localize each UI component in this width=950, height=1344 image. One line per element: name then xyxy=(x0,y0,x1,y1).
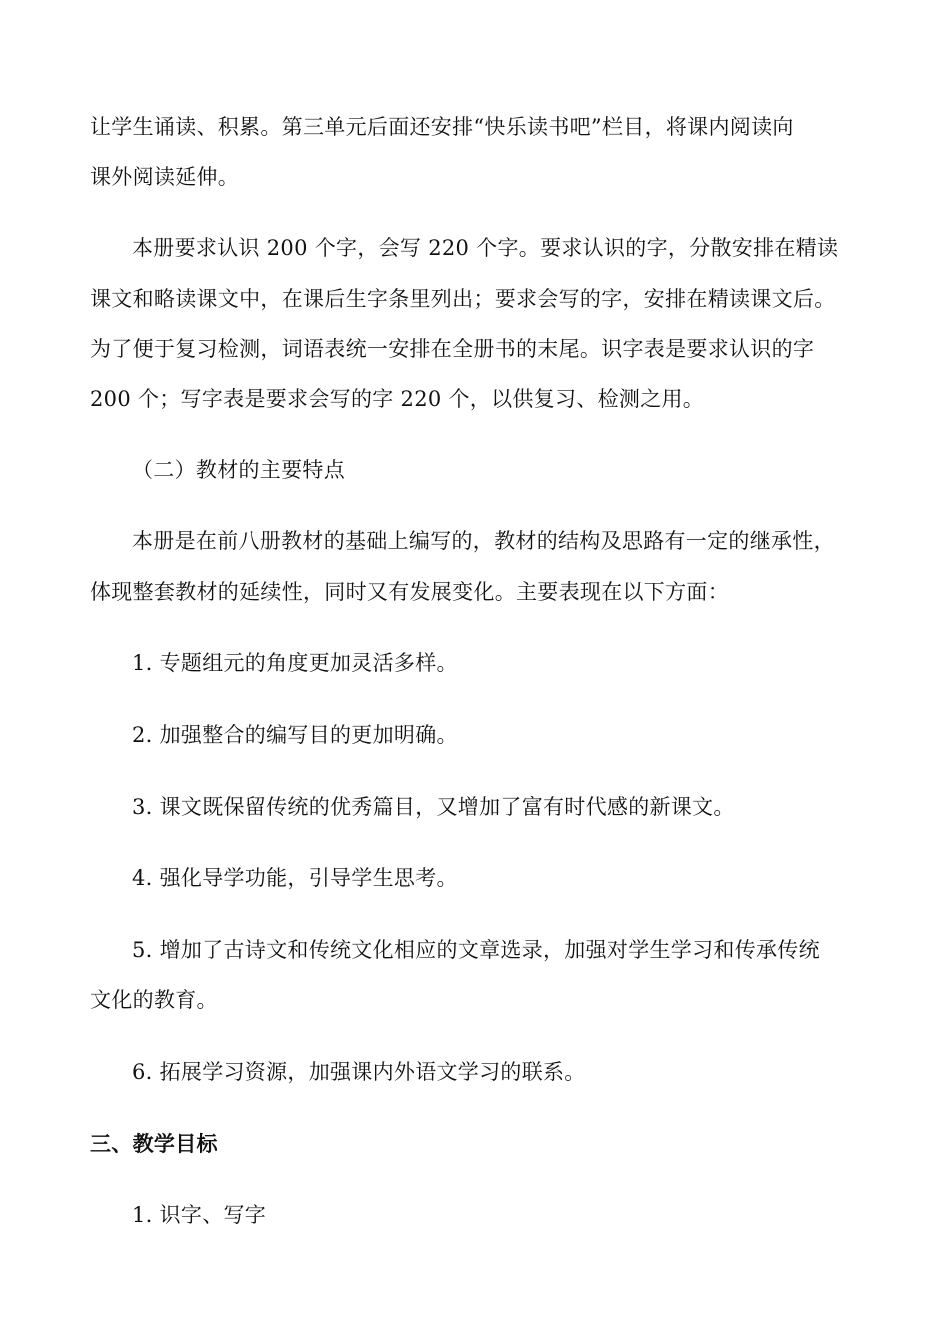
list-item-3: 3. 课文既保留传统的优秀篇目，又增加了富有时代感的新课文。 xyxy=(132,795,735,819)
list-item-5-line-2: 文化的教育。 xyxy=(90,988,218,1012)
section-heading-teaching-goals: 三、教学目标 xyxy=(90,1132,218,1156)
list-item-4: 4. 强化导学功能，引导学生思考。 xyxy=(132,866,458,890)
paragraph-2-line-1: 本册要求认识 200 个字，会写 220 个字。要求认识的字，分散安排在精读 xyxy=(132,236,839,260)
list-item-5-line-1: 5. 增加了古诗文和传统文化相应的文章选录，加强对学生学习和传承传统 xyxy=(132,938,820,962)
paragraph-2-line-2: 课文和略读课文中，在课后生字条里列出；要求会写的字，安排在精读课文后。 xyxy=(90,287,836,311)
paragraph-1-line-2: 课外阅读延伸。 xyxy=(90,165,240,189)
list-item-2: 2. 加强整合的编写目的更加明确。 xyxy=(132,723,458,747)
subheading-textbook-features: （二）教材的主要特点 xyxy=(132,458,345,482)
paragraph-1-line-1: 让学生诵读、积累。第三单元后面还安排“快乐读书吧”栏目，将课内阅读向 xyxy=(90,115,794,139)
list-item-6: 6. 拓展学习资源，加强课内外语文学习的联系。 xyxy=(132,1060,586,1084)
paragraph-2-line-3: 为了便于复习检测，词语表统一安排在全册书的末尾。识字表是要求认识的字 xyxy=(90,337,815,361)
paragraph-3-line-2: 体现整套教材的延续性，同时又有发展变化。主要表现在以下方面： xyxy=(90,580,729,604)
paragraph-3-line-1: 本册是在前八册教材的基础上编写的，教材的结构及思路有一定的继承性， xyxy=(132,529,835,553)
paragraph-2-line-4: 200 个；写字表是要求会写的字 220 个，以供复习、检测之用。 xyxy=(90,387,705,411)
sub-item-1: 1. 识字、写字 xyxy=(132,1203,267,1227)
list-item-1: 1. 专题组元的角度更加灵活多样。 xyxy=(132,651,458,675)
